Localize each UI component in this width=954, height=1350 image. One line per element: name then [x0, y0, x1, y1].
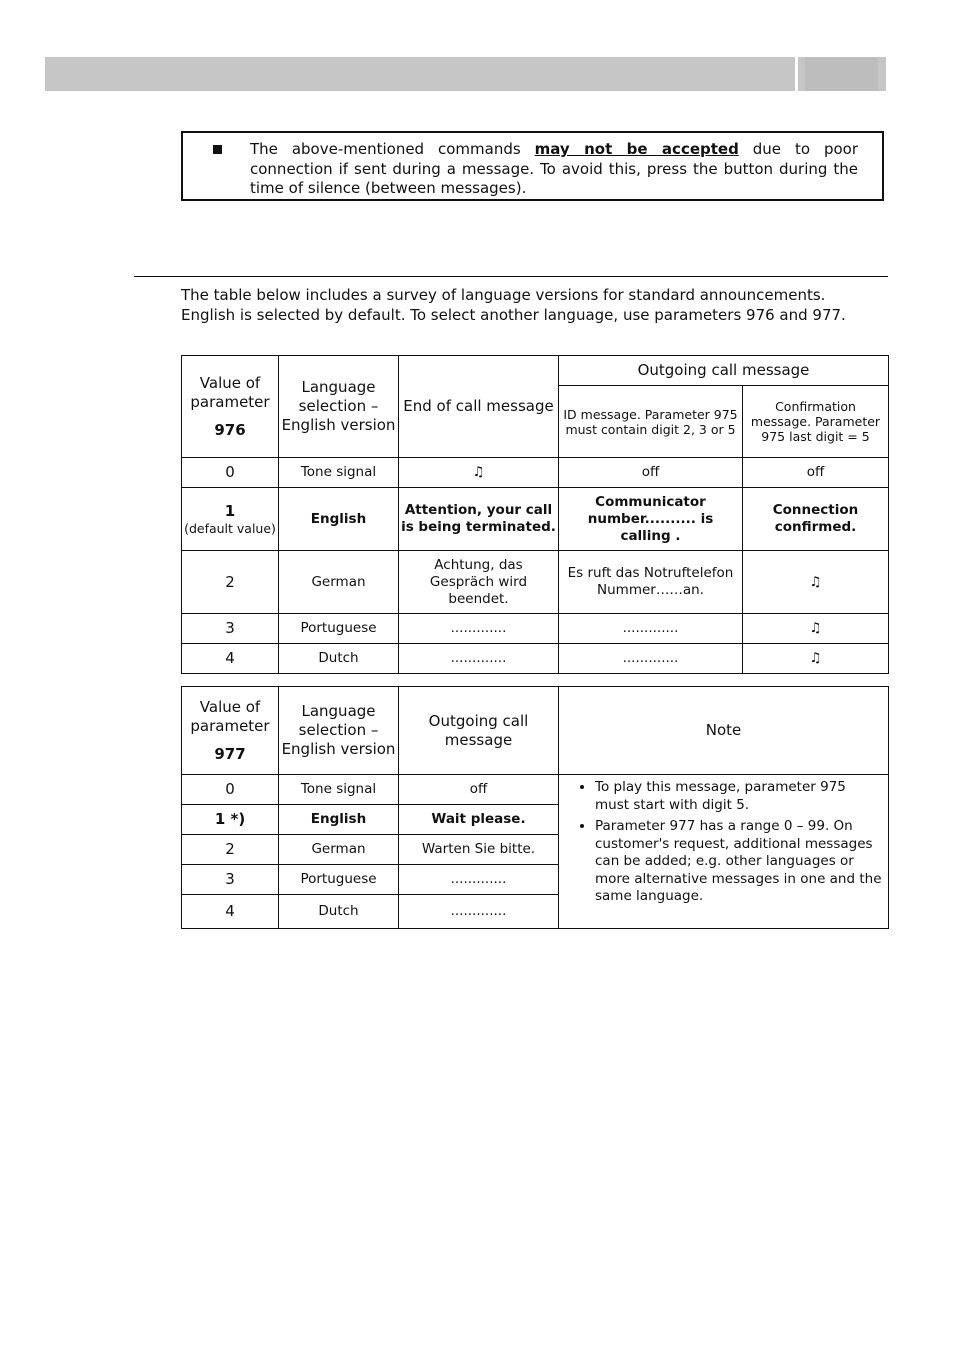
note-item: • Parameter 977 has a range 0 – 99. On customer's request, additional messages can be added; e.g. other languages or more alternative messages in one and the same language.	[595, 818, 882, 906]
table-row	[182, 458, 889, 488]
cell-message: Wait please.	[399, 805, 559, 835]
music-note-icon: ♫	[399, 458, 559, 488]
page-header-tab-inner	[805, 57, 878, 91]
header-language-selection: Language selection – English version	[279, 687, 399, 775]
cell-value: 2	[182, 551, 279, 614]
cell-message: Warten Sie bitte.	[399, 835, 559, 865]
intro-paragraph: The table below includes a survey of language versions for standard announcements. English is selected by default. To select another language, use parameters 976 and 977.	[181, 286, 846, 324]
header-value-of-parameter	[182, 687, 279, 775]
table-parameter-977	[181, 686, 889, 929]
header-outgoing-call: Outgoing call message	[559, 356, 889, 386]
note-text-start: The above-mentioned commands	[250, 140, 535, 158]
header-value-label: Value of parameter	[190, 373, 270, 411]
cell-language: Dutch	[279, 895, 399, 929]
cell-message: .............	[399, 865, 559, 895]
table-row	[182, 644, 889, 674]
header-param-number: 977	[214, 744, 246, 763]
table-parameter-976	[181, 355, 889, 674]
cell-value: 3	[182, 614, 279, 644]
cell-language: Portuguese	[279, 614, 399, 644]
cell-value: 4	[182, 895, 279, 929]
note-item: • To play this message, parameter 975 must start with digit 5.	[595, 779, 882, 814]
cell-value: 4	[182, 644, 279, 674]
table-row	[182, 551, 889, 614]
header-outgoing-call: Outgoing call message	[399, 687, 559, 775]
warning-note-box	[181, 131, 884, 201]
cell-id-message: off	[559, 458, 743, 488]
cell-message: off	[399, 775, 559, 805]
section-divider	[134, 276, 888, 277]
cell-value: 1 *)	[182, 805, 279, 835]
cell-value: 0	[182, 775, 279, 805]
cell-language: Dutch	[279, 644, 399, 674]
note-emphasis: may not be accepted	[534, 140, 739, 158]
cell-language: German	[279, 835, 399, 865]
header-language-selection: Language selection – English version	[279, 356, 399, 458]
header-end-of-call: End of call message	[399, 356, 559, 458]
cell-end-message: .............	[399, 644, 559, 674]
cell-language: English	[279, 805, 399, 835]
cell-value-number: 1	[224, 502, 236, 520]
music-note-icon: ♫	[743, 551, 889, 614]
header-value-label: Value of parameter	[190, 697, 270, 735]
cell-value-note: (default value)	[184, 521, 276, 536]
note-list	[567, 779, 882, 906]
music-note-icon: ♫	[743, 644, 889, 674]
cell-language: Tone signal	[279, 458, 399, 488]
music-note-icon: ♫	[743, 614, 889, 644]
cell-confirmation: off	[743, 458, 889, 488]
cell-id-message: Communicator number.......... is calling .	[559, 488, 743, 551]
table-row	[182, 775, 889, 805]
header-id-message: ID message. Parameter 975 must contain digit 2, 3 or 5	[559, 386, 743, 458]
header-note: Note	[559, 687, 889, 775]
warning-note-text	[250, 140, 858, 199]
cell-end-message: .............	[399, 614, 559, 644]
cell-language: German	[279, 551, 399, 614]
table-row	[182, 614, 889, 644]
cell-value: 2	[182, 835, 279, 865]
header-param-number: 976	[214, 420, 246, 439]
cell-value: 0	[182, 458, 279, 488]
cell-language: English	[279, 488, 399, 551]
cell-id-message: .............	[559, 614, 743, 644]
page-header-bar	[45, 57, 795, 91]
cell-message: .............	[399, 895, 559, 929]
cell-value	[182, 488, 279, 551]
cell-id-message: Es ruft das Notruftelefon Nummer……an.	[559, 551, 743, 614]
cell-language: Portuguese	[279, 865, 399, 895]
table-row	[182, 488, 889, 551]
cell-language: Tone signal	[279, 775, 399, 805]
header-confirmation-message: Confirmation message. Parameter 975 last digit = 5	[743, 386, 889, 458]
square-bullet-icon	[213, 145, 222, 154]
note-cell	[559, 775, 889, 929]
cell-id-message: .............	[559, 644, 743, 674]
header-value-of-parameter	[182, 356, 279, 458]
cell-end-message: Achtung, das Gespräch wird beendet.	[399, 551, 559, 614]
note-text-end: due to poor connection if sent during a message. To avoid this, press the button during the time of silence (between messages).	[250, 140, 858, 197]
cell-end-message: Attention, your call is being terminated.	[399, 488, 559, 551]
cell-confirmation: Connection confirmed.	[743, 488, 889, 551]
cell-value: 3	[182, 865, 279, 895]
